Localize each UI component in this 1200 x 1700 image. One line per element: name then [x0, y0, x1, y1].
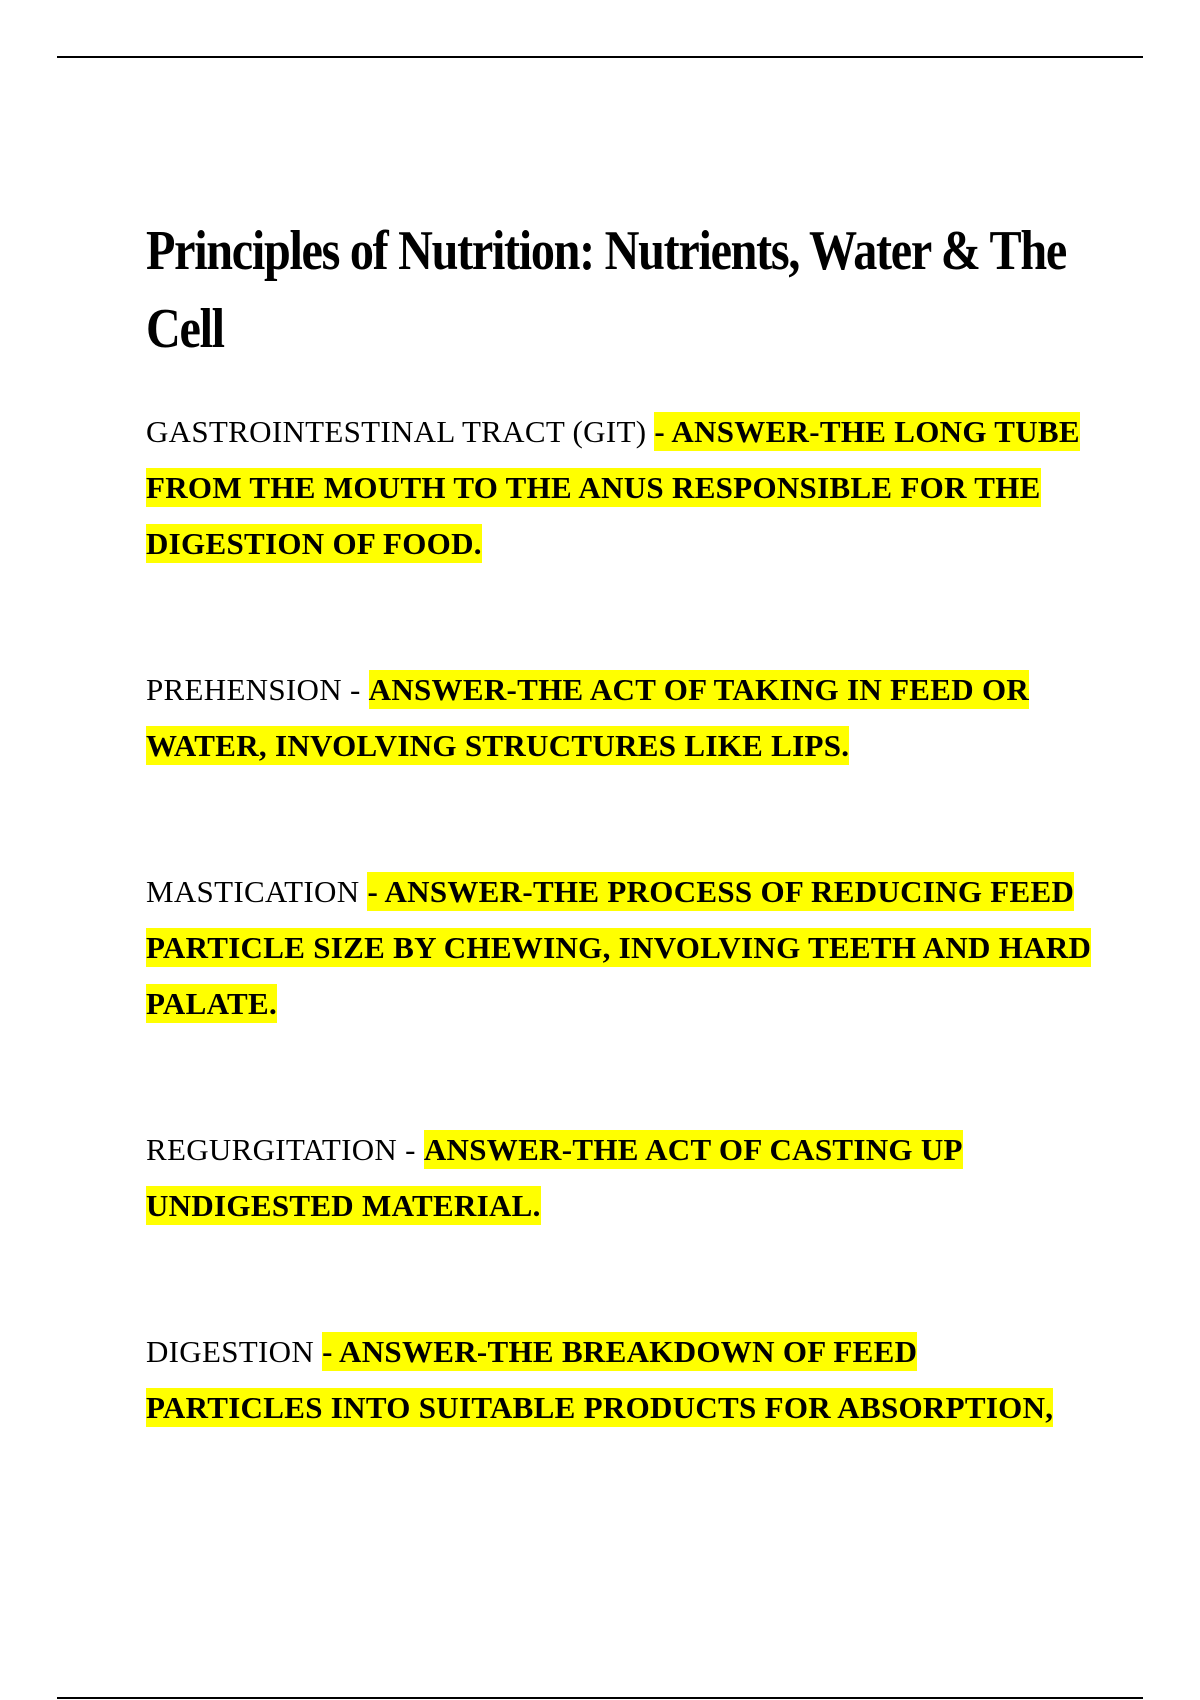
page-title: Principles of Nutrition: Nutrients, Water & The Cell	[146, 220, 1066, 360]
answer-highlight: - ANSWER-THE LONG TUBE FROM THE MOUTH TO THE ANUS RESPONSIBLE FOR THE DIGESTION OF FOOD.	[146, 414, 1080, 561]
flashcard-entry-digestion	[146, 1324, 1096, 1436]
term-label: PREHENSION -	[146, 672, 361, 707]
term-label: GASTROINTESTINAL TRACT (GIT)	[146, 414, 647, 449]
answer-highlight: ANSWER-THE ACT OF CASTING UP UNDIGESTED MATERIAL.	[146, 1132, 963, 1223]
flashcard-entry-mastication	[146, 864, 1096, 1032]
top-rule	[57, 56, 1143, 58]
term-label: DIGESTION	[146, 1334, 315, 1369]
answer-highlight: - ANSWER-THE PROCESS OF REDUCING FEED PARTICLE SIZE BY CHEWING, INVOLVING TEETH AND HARD PALATE.	[146, 874, 1092, 1021]
flashcard-entry-git	[146, 404, 1096, 572]
answer-highlight: - ANSWER-THE BREAKDOWN OF FEED PARTICLES INTO SUITABLE PRODUCTS FOR ABSORPTION,	[146, 1334, 1054, 1425]
flashcard-entry-regurgitation	[146, 1122, 1096, 1234]
term-label: REGURGITATION -	[146, 1132, 416, 1167]
answer-highlight: ANSWER-THE ACT OF TAKING IN FEED OR WATER, INVOLVING STRUCTURES LIKE LIPS.	[146, 672, 1030, 763]
document-body	[146, 212, 1096, 1526]
flashcard-entry-prehension	[146, 662, 1096, 774]
term-label: MASTICATION	[146, 874, 360, 909]
bottom-rule	[57, 1697, 1143, 1699]
